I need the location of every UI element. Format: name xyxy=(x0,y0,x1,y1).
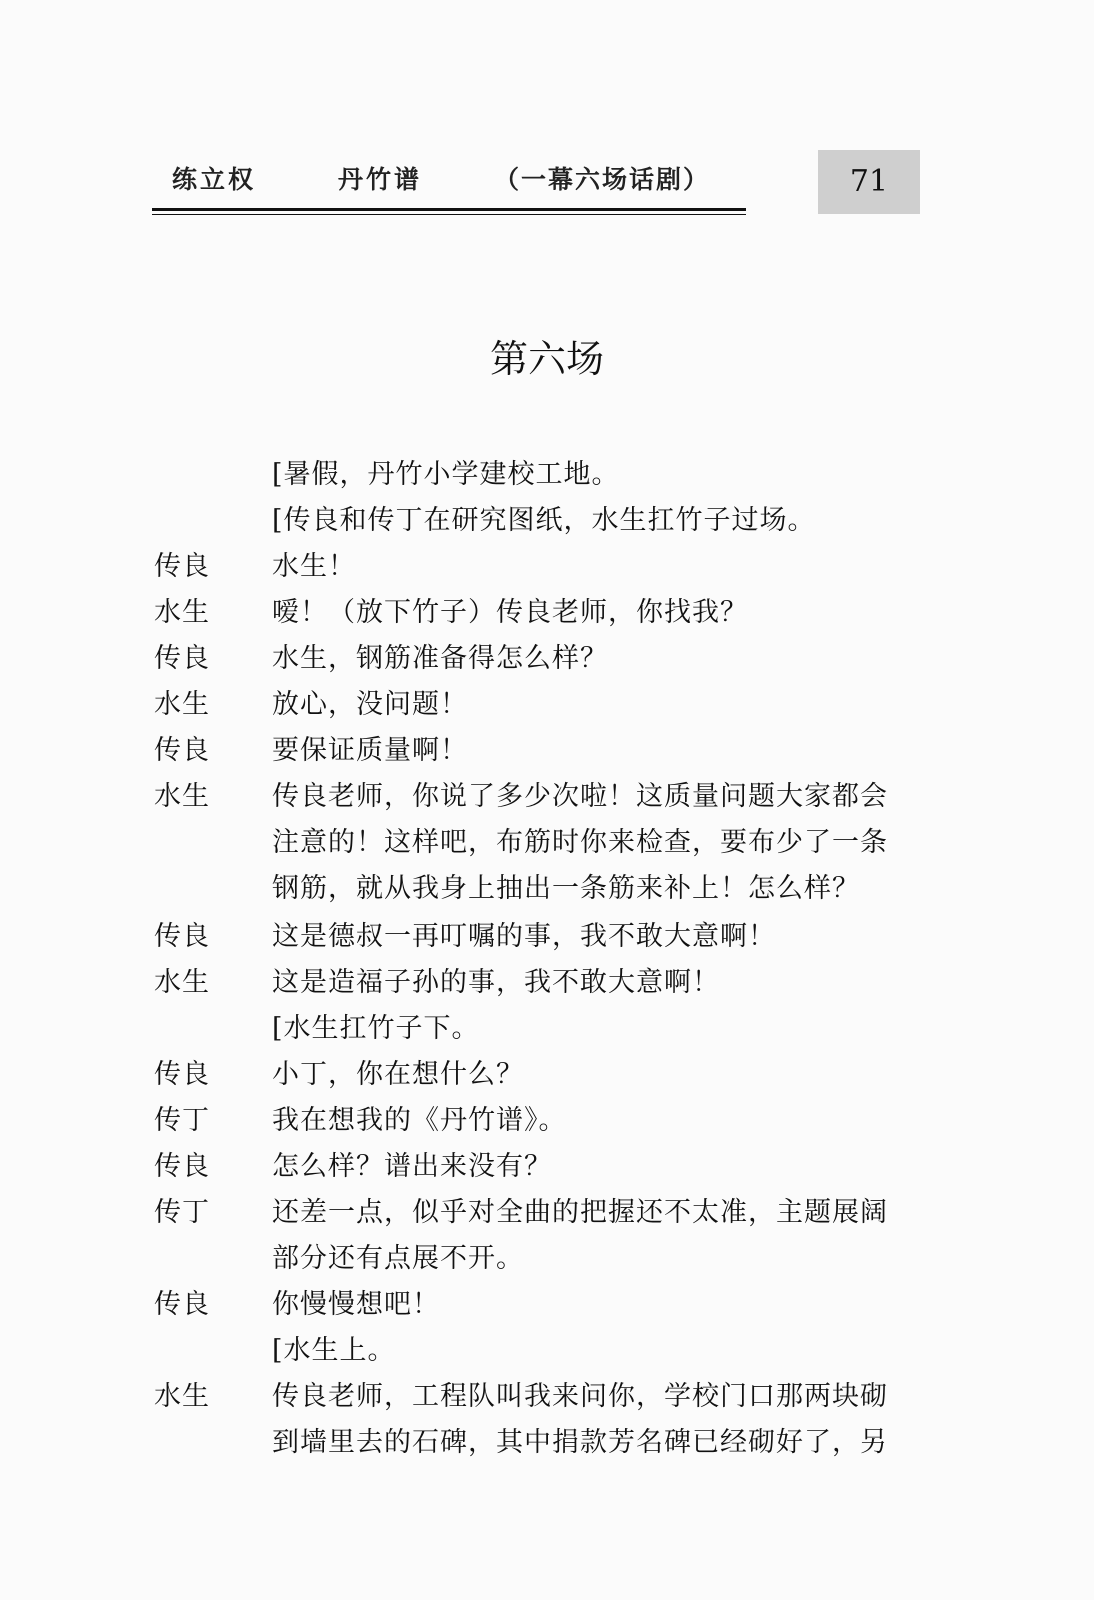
line-text: 注意的！这样吧，布筋时你来检查，要布少了一条 xyxy=(272,827,888,858)
speaker-name: 传良 xyxy=(154,551,210,582)
line-text: 钢筋，就从我身上抽出一条筋来补上！怎么样？ xyxy=(272,873,860,904)
header-subtitle: （一幕六场话剧） xyxy=(494,165,711,194)
line-text: 水生！ xyxy=(272,551,356,582)
header-title: 丹竹谱 xyxy=(338,165,423,194)
speaker-name: 传良 xyxy=(154,735,210,766)
line-text: 嗳！（放下竹子）传良老师，你找我？ xyxy=(272,597,748,628)
speaker-name: 传良 xyxy=(154,1151,210,1182)
line-text: 传良老师，工程队叫我来问你，学校门口那两块砌 xyxy=(272,1381,888,1412)
speaker-name: 水生 xyxy=(154,781,210,812)
line-text: [水生扛竹子下。 xyxy=(272,1013,480,1044)
speaker-name: 传良 xyxy=(154,921,210,952)
line-text: 水生，钢筋准备得怎么样？ xyxy=(272,643,608,674)
line-text: [传良和传丁在研究图纸，水生扛竹子过场。 xyxy=(272,505,816,536)
line-text: [水生上。 xyxy=(272,1335,396,1366)
line-text: 放心，没问题！ xyxy=(272,689,468,720)
speaker-name: 水生 xyxy=(154,597,210,628)
speaker-name: 传良 xyxy=(154,1059,210,1090)
speaker-name: 传良 xyxy=(154,1289,210,1320)
header-author: 练立权 xyxy=(172,165,257,194)
line-text: 这是造福子孙的事，我不敢大意啊！ xyxy=(272,967,720,998)
speaker-name: 水生 xyxy=(154,967,210,998)
speaker-name: 传丁 xyxy=(154,1197,210,1228)
speaker-name: 水生 xyxy=(154,1381,210,1412)
line-text: 这是德叔一再叮嘱的事，我不敢大意啊！ xyxy=(272,921,776,952)
scene-title: 第六场 xyxy=(489,337,604,381)
line-text: 还差一点，似乎对全曲的把握还不太准，主题展阔 xyxy=(272,1197,888,1228)
line-text: 部分还有点展不开。 xyxy=(272,1243,524,1274)
line-text: 怎么样？谱出来没有？ xyxy=(272,1151,552,1182)
line-text: 小丁，你在想什么？ xyxy=(272,1059,524,1090)
speaker-name: 传丁 xyxy=(154,1105,210,1136)
line-text: 要保证质量啊！ xyxy=(272,735,468,766)
speaker-name: 传良 xyxy=(154,643,210,674)
line-text: 你慢慢想吧！ xyxy=(272,1289,440,1320)
running-header xyxy=(152,158,746,218)
line-text: [暑假，丹竹小学建校工地。 xyxy=(272,459,620,490)
line-text: 到墙里去的石碑，其中捐款芳名碑已经砌好了，另 xyxy=(272,1427,888,1458)
line-text: 我在想我的《丹竹谱》。 xyxy=(272,1105,567,1136)
header-rule-thick xyxy=(152,208,746,211)
line-text: 传良老师，你说了多少次啦！这质量问题大家都会 xyxy=(272,781,888,812)
speaker-name: 水生 xyxy=(154,689,210,720)
page-number: 71 xyxy=(818,150,920,214)
header-rule-thin xyxy=(152,214,746,215)
